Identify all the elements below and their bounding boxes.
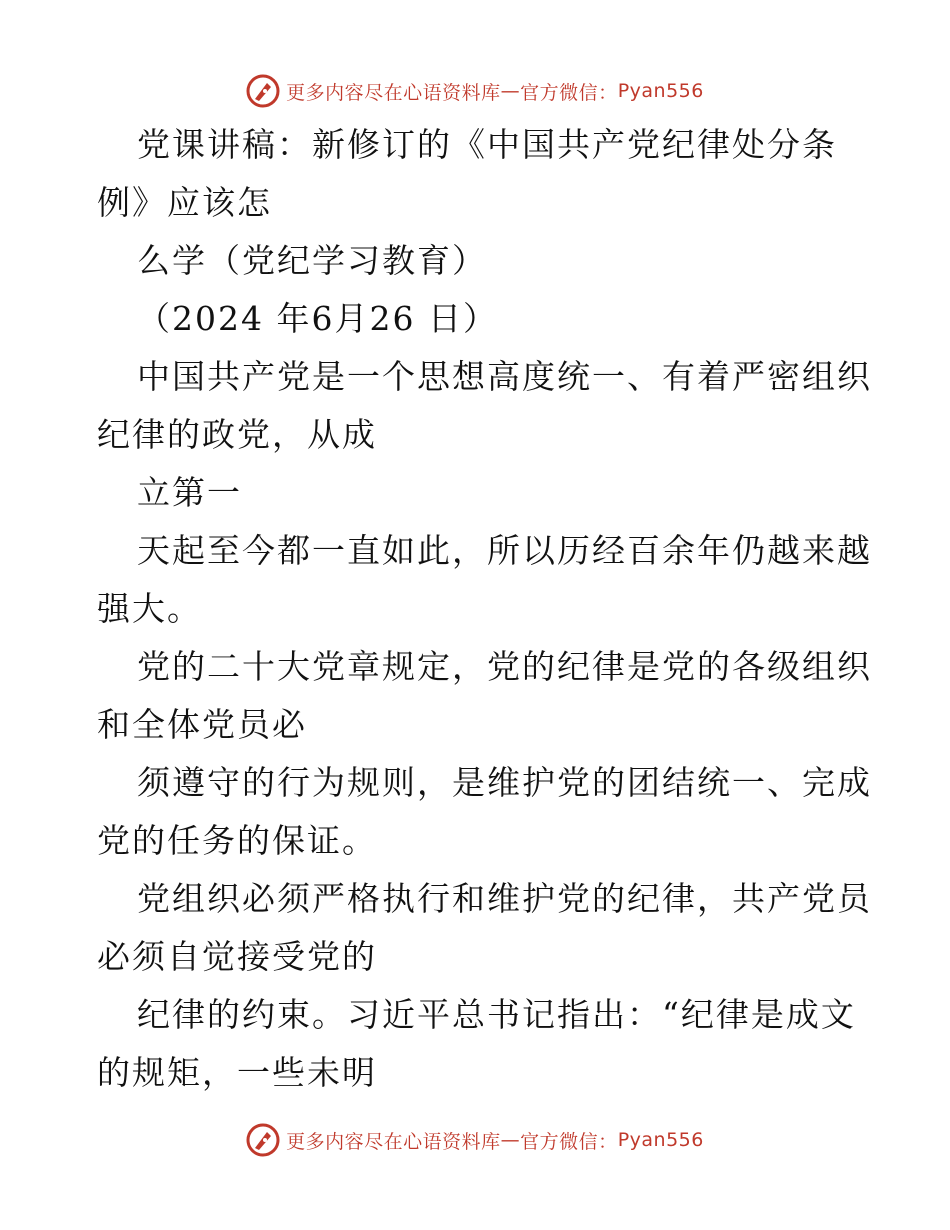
watermark-separator: — xyxy=(500,80,521,102)
paragraph-line: 纪律的约束。习近平总书记指出：“纪律是成文 xyxy=(137,995,856,1034)
document-date: （2024 年6月26 日） xyxy=(137,299,498,338)
paragraph-line: 强大。 xyxy=(97,589,202,628)
header-watermark xyxy=(0,71,950,111)
watermark-separator: — xyxy=(500,1129,521,1151)
paragraph-line: 纪律的政党，从成 xyxy=(97,415,377,454)
document-title-line-3: 么学（党纪学习教育） xyxy=(137,241,487,280)
paragraph-line: 的规矩，一些未明 xyxy=(97,1053,377,1092)
paragraph-line: 党组织必须严格执行和维护党的纪律，共产党员 xyxy=(137,879,872,918)
paragraph-line: 必须自觉接受党的 xyxy=(97,937,377,976)
document-title-line-2: 例》应该怎 xyxy=(97,183,272,222)
watermark-wechat-text: 官方微信： xyxy=(520,1130,618,1153)
watermark-handle: Pyan556 xyxy=(617,1129,704,1151)
paragraph-line: 立第一 xyxy=(137,473,242,512)
watermark-handle: Pyan556 xyxy=(617,80,704,102)
pen-nib-logo-icon xyxy=(246,1123,280,1157)
paragraph-line: 天起至今都一直如此，所以历经百余年仍越来越 xyxy=(137,531,872,570)
watermark-brand-text: 更多内容尽在心语资料库 xyxy=(286,81,501,104)
paragraph-line: 和全体党员必 xyxy=(97,705,307,744)
paragraph-line: 中国共产党是一个思想高度统一、有着严密组织 xyxy=(137,357,872,396)
footer-watermark xyxy=(0,1120,950,1160)
document-title-line-1: 党课讲稿：新修订的《中国共产党纪律处分条 xyxy=(137,125,837,164)
paragraph-line: 党的任务的保证。 xyxy=(97,821,377,860)
document-body xyxy=(97,116,872,1102)
paragraph-line: 须遵守的行为规则，是维护党的团结统一、完成 xyxy=(137,763,872,802)
pen-nib-logo-icon xyxy=(246,74,280,108)
watermark-brand-text: 更多内容尽在心语资料库 xyxy=(286,1130,501,1153)
watermark-wechat-text: 官方微信： xyxy=(520,81,618,104)
paragraph-line: 党的二十大党章规定，党的纪律是党的各级组织 xyxy=(137,647,872,686)
